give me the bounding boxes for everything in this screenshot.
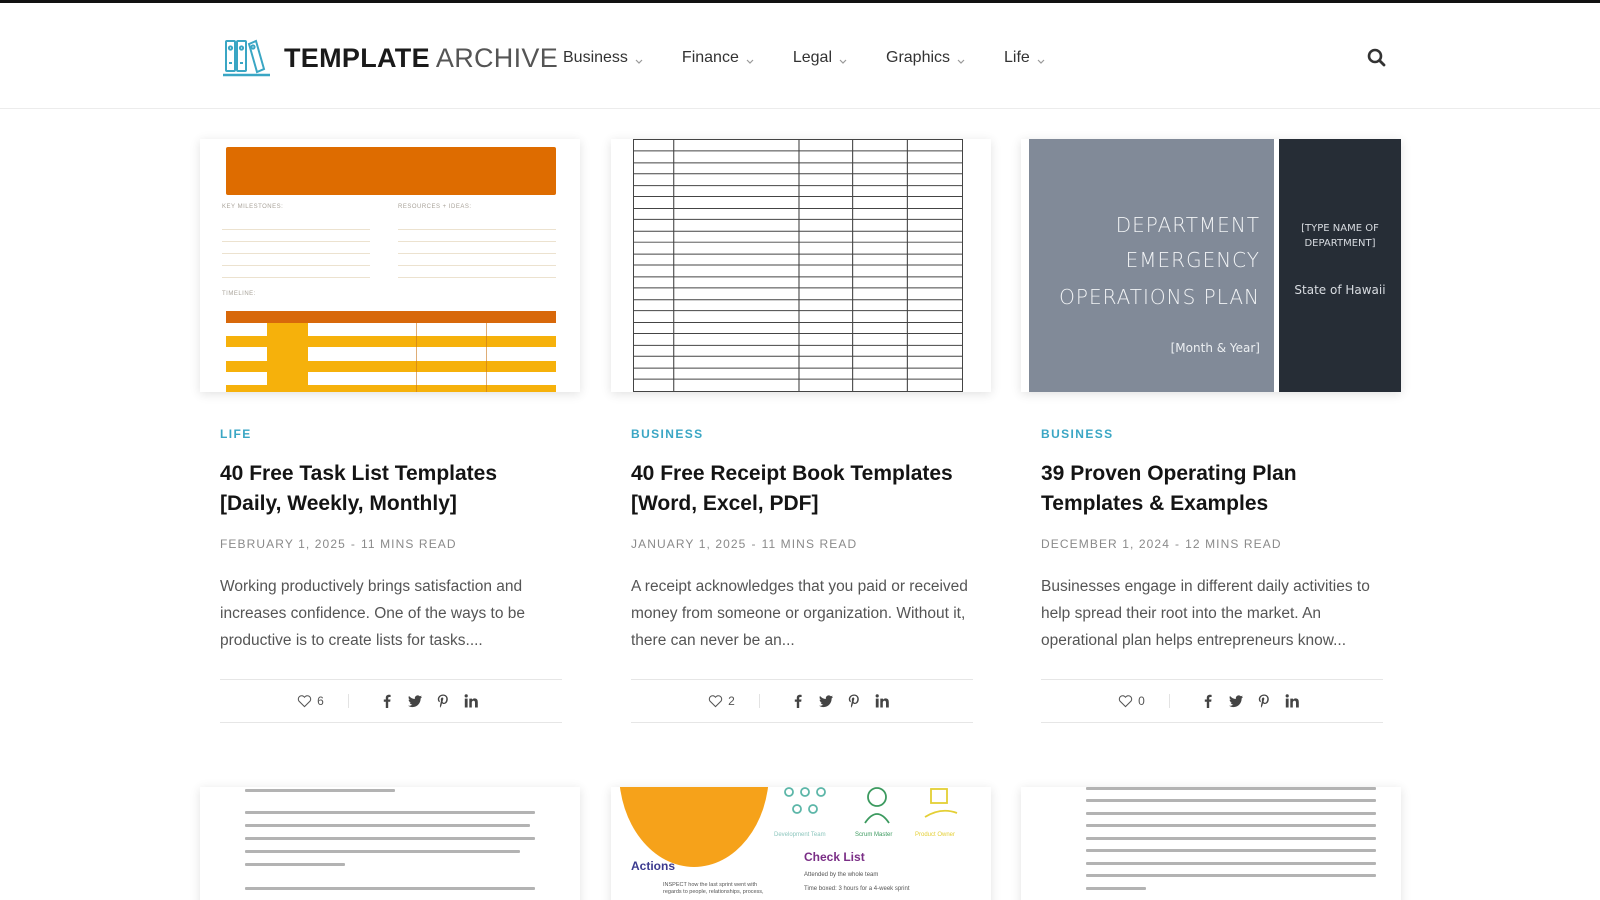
nav-life[interactable]: [1004, 43, 1046, 73]
nav-label: Life: [1004, 49, 1030, 66]
nav-label: Graphics: [886, 49, 951, 66]
post-share-bar: [220, 679, 562, 723]
nav-label: Finance: [681, 49, 739, 66]
nav-graphics[interactable]: [886, 43, 966, 73]
product-owner-icon: [923, 787, 959, 827]
post-meta: FEBRUARY 1, 2025 - 11 MINS READ: [220, 537, 457, 551]
post-thumbnail[interactable]: [611, 139, 991, 392]
logo-wordmark: [284, 42, 559, 73]
thumb-text: State of Hawaii: [1294, 283, 1386, 297]
role-caption: Development Team: [774, 832, 826, 838]
post-excerpt: Working productively brings satisfaction and increases confidence. One of the ways to be productive is to create lists for tasks....: [220, 578, 526, 649]
inspect-text: INSPECT how the last sprint went with regards to people, relationships, process,: [663, 882, 764, 895]
heart-icon: [708, 694, 723, 708]
like-button[interactable]: [708, 694, 735, 708]
nav-finance[interactable]: [682, 43, 755, 73]
post-thumbnail-agreement[interactable]: [200, 787, 580, 900]
post-meta: JANUARY 1, 2025 - 11 MINS READ: [631, 537, 858, 551]
post-thumbnail[interactable]: [1021, 139, 1401, 392]
social-links: [784, 694, 896, 708]
check-list-heading: Check List: [804, 850, 865, 864]
facebook-share[interactable]: [784, 694, 812, 708]
thumb-cover-right: [1279, 139, 1401, 392]
post-body: [631, 427, 971, 654]
thumb-text: OPERATIONS PLAN: [1059, 285, 1260, 309]
social-links: [1194, 694, 1306, 708]
linkedin-share[interactable]: [1278, 694, 1306, 708]
thumb-text: DEPARTMENT]: [1304, 238, 1376, 249]
chevron-down-icon: [634, 53, 644, 63]
pinterest-icon: [436, 694, 450, 708]
post-title[interactable]: 39 Proven Operating Plan Templates & Examples: [1041, 462, 1297, 515]
like-count: 6: [317, 694, 324, 708]
heart-icon: [297, 694, 312, 708]
nav-business[interactable]: [563, 43, 644, 73]
divider: [1169, 694, 1170, 708]
pinterest-share[interactable]: [840, 694, 868, 708]
post-share-bar: [631, 679, 973, 723]
post-date: DECEMBER 1, 2024: [1041, 537, 1170, 551]
like-button[interactable]: [297, 694, 324, 708]
thumb-text: [Month & Year]: [1170, 341, 1260, 355]
pinterest-icon: [847, 694, 861, 708]
social-links: [373, 694, 485, 708]
thumb-orange-circle: [619, 787, 769, 867]
post-excerpt: Businesses engage in different daily activities to help spread their root into the market. An operational plan helps entrepreneurs know...: [1041, 578, 1370, 649]
actions-heading: Actions: [631, 859, 676, 873]
thumb-text: [TYPE NAME OF: [1301, 223, 1379, 234]
thumb-text: EMERGENCY: [1125, 248, 1260, 272]
team-icon: [781, 787, 841, 823]
site-header: [0, 3, 1600, 109]
site-logo[interactable]: [222, 36, 558, 80]
facebook-icon: [380, 694, 394, 708]
facebook-share[interactable]: [1194, 694, 1222, 708]
post-excerpt: A receipt acknowledges that you paid or received money from someone or organization. Without it, there can never be an...: [631, 578, 968, 649]
post-title[interactable]: 40 Free Receipt Book Templates [Word, Excel, PDF]: [631, 462, 953, 515]
chevron-down-icon: [1036, 53, 1046, 63]
linkedin-share[interactable]: [868, 694, 896, 708]
post-meta: DECEMBER 1, 2024 - 12 MINS READ: [1041, 537, 1282, 551]
nav-legal[interactable]: [793, 43, 848, 73]
post-category[interactable]: LIFE: [220, 427, 252, 441]
thumb-label: KEY MILESTONES:: [222, 204, 284, 210]
post-body: [1041, 427, 1381, 654]
post-category[interactable]: BUSINESS: [631, 427, 704, 441]
post-date: FEBRUARY 1, 2025: [220, 537, 346, 551]
post-thumbnail-scrum[interactable]: [611, 787, 991, 900]
pinterest-share[interactable]: [429, 694, 457, 708]
search-icon: [1366, 47, 1388, 69]
nav-label: Business: [563, 49, 628, 66]
thumb-label: TIMELINE:: [222, 291, 256, 297]
pinterest-icon: [1257, 694, 1271, 708]
post-body: [220, 427, 560, 654]
post-read-time: 12 MINS READ: [1185, 537, 1282, 551]
divider: [759, 694, 760, 708]
main-nav: [563, 43, 1084, 73]
twitter-share[interactable]: [1222, 694, 1250, 708]
like-button[interactable]: [1118, 694, 1145, 708]
chevron-down-icon: [745, 53, 755, 63]
logo-light: ARCHIVE: [435, 42, 559, 73]
facebook-icon: [791, 694, 805, 708]
linkedin-share[interactable]: [457, 694, 485, 708]
post-share-bar: [1041, 679, 1383, 723]
linkedin-icon: [464, 694, 478, 708]
twitter-share[interactable]: [401, 694, 429, 708]
post-read-time: 11 MINS READ: [361, 537, 457, 551]
search-button[interactable]: [1366, 47, 1388, 69]
pinterest-share[interactable]: [1250, 694, 1278, 708]
check-item: Attended by the whole team: [804, 872, 879, 878]
post-title[interactable]: 40 Free Task List Templates [Daily, Weekly, Monthly]: [220, 462, 498, 515]
chevron-down-icon: [838, 53, 848, 63]
linkedin-icon: [1285, 694, 1299, 708]
check-item: Time boxed: 3 hours for a 4-week sprint: [804, 886, 910, 892]
facebook-share[interactable]: [373, 694, 401, 708]
divider: [348, 694, 349, 708]
thumb-cover-left: [1029, 139, 1274, 392]
post-read-time: 11 MINS READ: [761, 537, 858, 551]
chevron-down-icon: [956, 53, 966, 63]
receipt-grid-image: [633, 139, 963, 392]
facebook-icon: [1201, 694, 1215, 708]
role-caption: Scrum Master: [855, 832, 893, 838]
thumb-header-bar: [226, 147, 556, 195]
linkedin-icon: [875, 694, 889, 708]
scrum-master-icon: [861, 787, 893, 827]
twitter-icon: [819, 694, 833, 708]
like-count: 2: [728, 694, 735, 708]
twitter-share[interactable]: [812, 694, 840, 708]
thumb-text: DEPARTMENT: [1115, 213, 1260, 237]
logo-bold: TEMPLATE: [284, 42, 430, 73]
post-date: JANUARY 1, 2025: [631, 537, 747, 551]
post-category[interactable]: BUSINESS: [1041, 427, 1114, 441]
post-thumbnail[interactable]: [200, 139, 580, 392]
twitter-icon: [408, 694, 422, 708]
binders-logo-icon: [222, 38, 272, 78]
post-thumbnail-letter[interactable]: [1021, 787, 1401, 900]
thumb-label: RESOURCES + IDEAS:: [398, 204, 472, 210]
role-caption: Product Owner: [915, 832, 956, 838]
like-count: 0: [1138, 694, 1145, 708]
nav-label: Legal: [792, 49, 832, 66]
heart-icon: [1118, 694, 1133, 708]
twitter-icon: [1229, 694, 1243, 708]
